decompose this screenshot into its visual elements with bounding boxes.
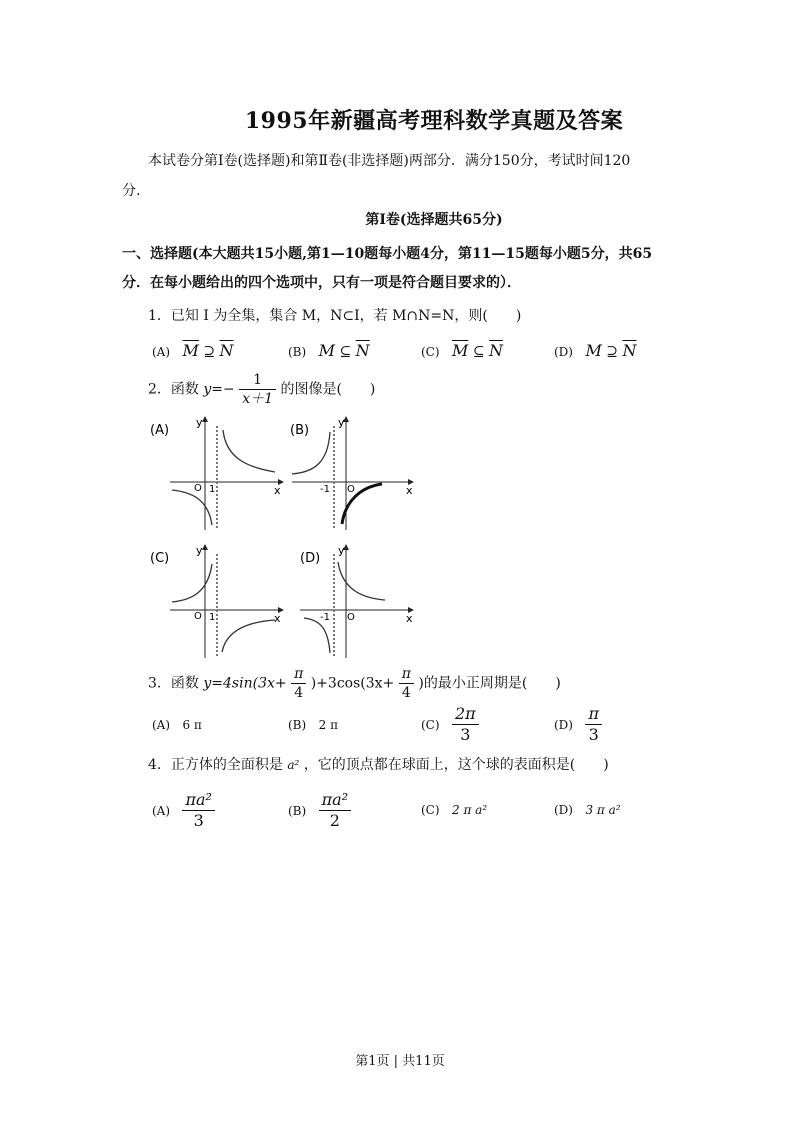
- x-axis-label: x: [406, 484, 413, 497]
- option-label: (D): [554, 345, 573, 359]
- q3-fraction-2-numerator: π: [399, 667, 414, 684]
- x-axis-label: x: [274, 484, 281, 497]
- x-axis-label: x: [274, 612, 281, 625]
- graph-c: [150, 540, 290, 660]
- option-fraction: [452, 706, 479, 743]
- q3-option-d: [554, 706, 602, 743]
- option-label: (C): [421, 345, 440, 359]
- set-n-complement: $\overline{N}$: [219, 341, 234, 360]
- q1-option-b: [288, 341, 370, 360]
- option-fraction-numerator: πa²: [182, 792, 214, 811]
- option-label: (C): [421, 717, 440, 732]
- q3-expr-part-2: )+3cos(3x+: [310, 675, 395, 692]
- origin-label: O: [347, 484, 355, 495]
- q3-fraction-1: [291, 667, 306, 700]
- q4-option-c: [421, 802, 487, 818]
- tick-label: -1: [320, 612, 330, 623]
- option-fraction-denominator: 3: [193, 811, 204, 830]
- graph-d: [290, 540, 420, 660]
- curve-left: [292, 432, 330, 474]
- page-title: 1995年新疆高考理科数学真题及答案: [244, 108, 624, 134]
- q3-expr-part-1: y=4sin(3x+: [203, 675, 287, 692]
- q1-option-d: [554, 341, 636, 360]
- q1-option-c: [421, 341, 503, 360]
- curve-lower: [172, 490, 212, 525]
- intro-line-1: 本试卷分第Ⅰ卷(选择题)和第Ⅱ卷(非选择题)两部分．满分150分，考试时间120: [148, 153, 631, 169]
- q2-function-lhs: y=−: [203, 381, 235, 398]
- option-fraction: [585, 706, 602, 743]
- option-label: (C): [421, 803, 440, 817]
- q1-option-a: [152, 341, 234, 360]
- tick-label: 1: [209, 612, 216, 623]
- curve-left: [172, 564, 212, 602]
- x-axis-label: x: [406, 612, 413, 625]
- set-m-complement: $\overline{M}$: [452, 341, 469, 360]
- option-label: (D): [554, 717, 573, 732]
- curve-left: [304, 618, 330, 653]
- y-axis-arrow: [202, 544, 208, 550]
- q2-suffix: 的图像是( ): [280, 381, 376, 398]
- part1-instructions-line-1: 一、选择题(本大题共15小题,第1—10题每小题4分，第11—15题每小题5分，共65: [122, 246, 653, 262]
- question-2-stem: [148, 373, 375, 406]
- graph-label: (B): [290, 423, 310, 438]
- option-value: 6 π: [182, 718, 202, 732]
- set-n-complement: $\overline{N}$: [622, 341, 637, 360]
- curve-upper: [223, 430, 275, 472]
- q2-fraction-numerator: 1: [239, 373, 276, 390]
- q4-option-a: [152, 792, 215, 829]
- y-axis-label: y: [338, 544, 345, 557]
- curve-right: [222, 620, 275, 652]
- graph-label: (D): [300, 551, 321, 566]
- option-label: (B): [288, 718, 307, 732]
- q2-fraction: [239, 373, 276, 406]
- superset-symbol: ⊇: [606, 344, 619, 360]
- graph-a: [150, 412, 290, 532]
- option-fraction-denominator: 3: [460, 725, 471, 744]
- subset-symbol: ⊆: [472, 344, 485, 360]
- option-label: (A): [152, 718, 171, 732]
- set-m: M: [318, 341, 336, 360]
- question-3-stem: [148, 667, 561, 700]
- q3-fraction-1-denominator: 4: [294, 685, 304, 701]
- q2-prefix: 2．函数: [148, 381, 199, 398]
- option-fraction-denominator: 2: [329, 811, 340, 830]
- y-axis-arrow: [202, 416, 208, 422]
- option-label: (B): [288, 803, 307, 818]
- intro-line-2: 分.: [122, 183, 141, 199]
- y-axis-label: y: [196, 416, 203, 429]
- origin-label: O: [194, 611, 202, 622]
- option-label: (D): [554, 803, 573, 817]
- option-fraction-numerator: π: [585, 706, 602, 725]
- q3-option-c: [421, 706, 479, 743]
- question-1-stem: 1．已知 I 为全集，集合 M，N⊂I，若 M∩N=N，则( ): [148, 308, 522, 324]
- tick-label: 1: [209, 484, 216, 495]
- option-fraction-numerator: πa²: [319, 792, 351, 811]
- option-label: (B): [288, 345, 307, 359]
- option-value: 2 π: [318, 718, 338, 732]
- curve-right: [338, 562, 385, 600]
- set-m-complement: $\overline{M}$: [182, 341, 199, 360]
- q3-option-b: [288, 717, 338, 733]
- q3-fraction-2: [399, 667, 414, 700]
- q3-suffix: )的最小正周期是( ): [418, 675, 561, 692]
- q3-fraction-2-denominator: 4: [401, 685, 411, 701]
- option-fraction-numerator: 2π: [452, 706, 479, 725]
- option-fraction-denominator: 3: [588, 725, 599, 744]
- q3-option-a: [152, 717, 202, 733]
- y-axis-label: y: [338, 416, 345, 429]
- tick-label: -1: [320, 484, 330, 495]
- part1-instructions-line-2: 分．在每小题给出的四个选项中，只有一项是符合题目要求的）．: [122, 275, 521, 291]
- subset-symbol: ⊆: [339, 344, 352, 360]
- q3-prefix: 3．函数: [148, 675, 199, 692]
- q2-fraction-denominator: x＋1: [242, 391, 274, 407]
- option-value: 2 π a²: [452, 803, 488, 817]
- q4-option-d: [554, 802, 621, 818]
- graph-b: [290, 412, 420, 532]
- option-fraction: [182, 792, 214, 829]
- option-value: 3 π a²: [585, 803, 621, 817]
- q4-option-b: [288, 792, 351, 829]
- graph-label: (C): [150, 551, 170, 566]
- set-n-complement: $\overline{N}$: [489, 341, 504, 360]
- q4-stem-b: ，它的顶点都在球面上，这个球的表面积是( ): [303, 757, 609, 773]
- origin-label: O: [347, 612, 355, 623]
- set-m: M: [585, 341, 602, 360]
- set-n-complement: $\overline{N}$: [355, 341, 370, 360]
- y-axis-label: y: [196, 544, 203, 557]
- option-label: (A): [152, 345, 171, 359]
- option-fraction: [319, 792, 351, 829]
- q4-stem-a: 4．正方体的全面积是: [148, 757, 283, 773]
- page-footer: 第1页 | 共11页: [355, 1054, 445, 1069]
- option-label: (A): [152, 803, 171, 818]
- q4-area-variable: a²: [287, 758, 300, 772]
- question-4-stem: [148, 754, 609, 774]
- superset-symbol: ⊇: [203, 344, 216, 360]
- q3-fraction-1-numerator: π: [291, 667, 306, 684]
- origin-label: O: [194, 483, 202, 494]
- section-heading: 第Ⅰ卷(选择题共65分): [365, 212, 503, 228]
- graph-label: (A): [150, 423, 170, 438]
